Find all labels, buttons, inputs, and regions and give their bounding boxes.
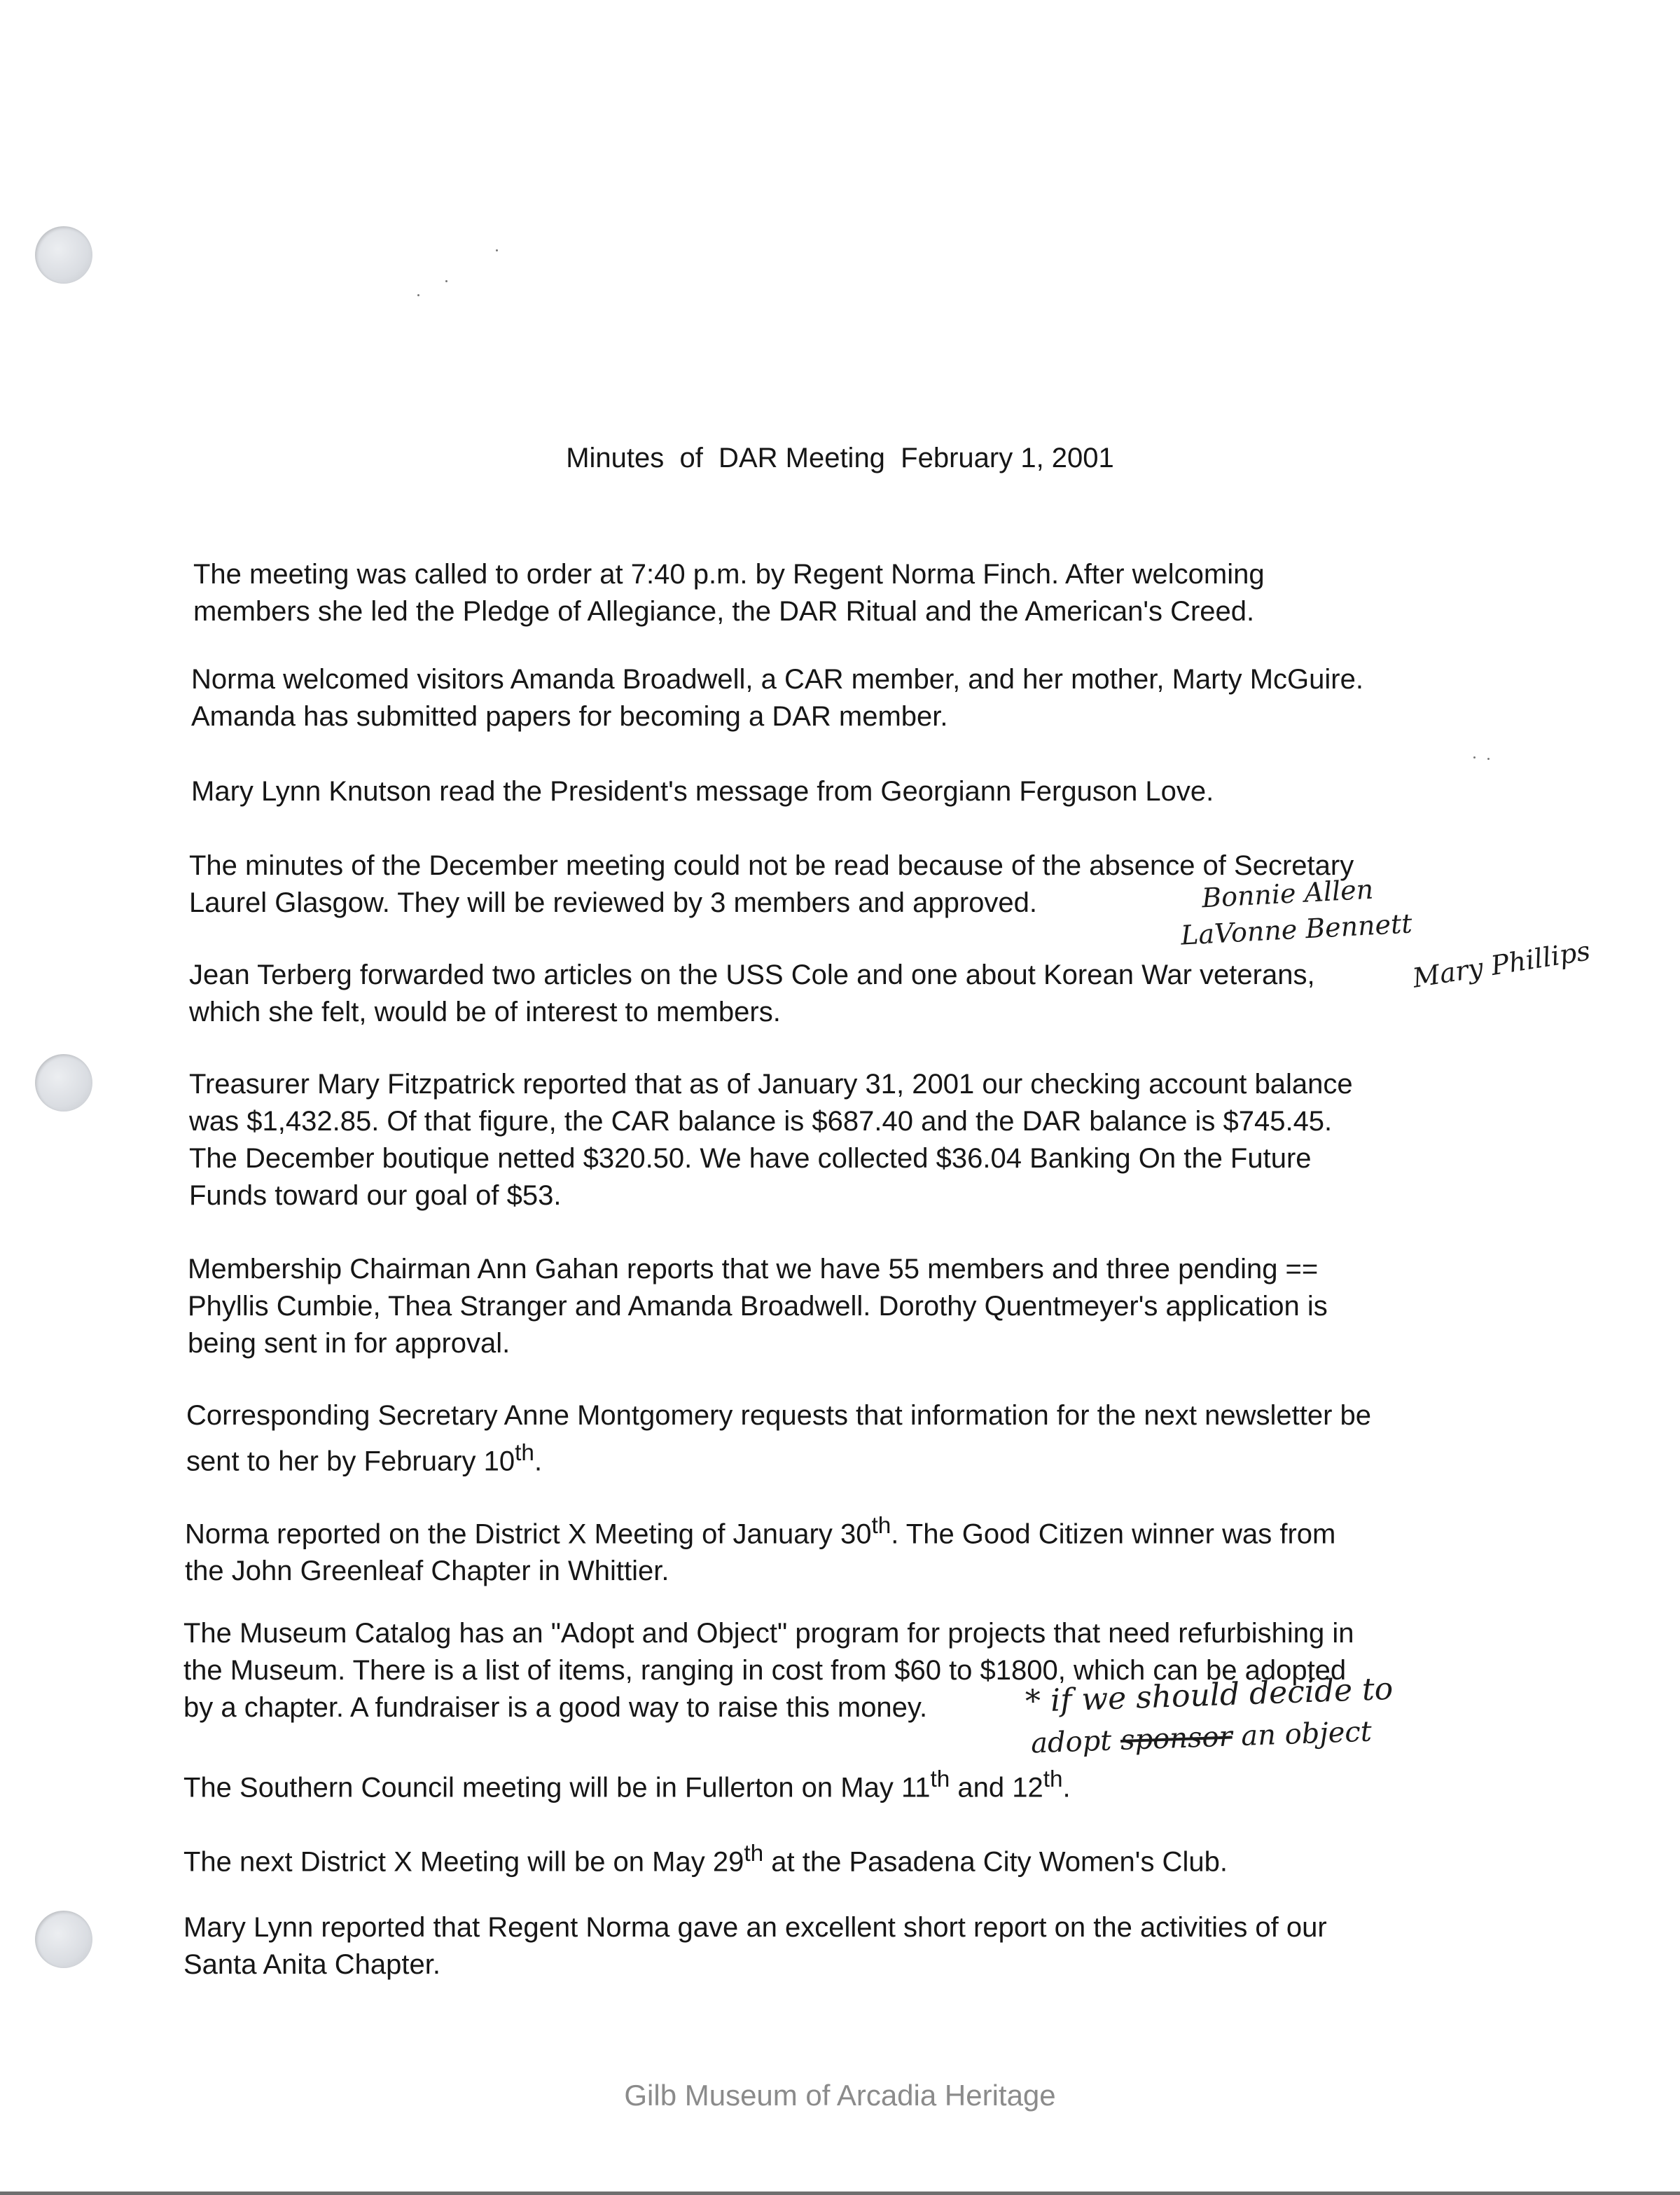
paragraph-president-message: Mary Lynn Knutson read the President's message from Georgiann Ferguson Love. <box>191 776 1214 807</box>
paragraph-next-meeting: The next District X Meeting will be on May 29th at the Pasadena City Women's Club. <box>183 1841 1228 1878</box>
paragraph-museum-catalog: The Museum Catalog has an "Adopt and Object" program for projects that need refurbishing in the Museum. There is a list of items, ranging in cost from $60 to $1800, which can be adopted by a chapter. A fundraiser is a good way to raise this money. <box>183 1618 1354 1723</box>
handwritten-reviewer-3: Mary Phillips <box>1410 935 1592 994</box>
scan-speck <box>1473 756 1476 759</box>
paragraph-southern-council: The Southern Council meeting will be in Fullerton on May 11th and 12th. <box>183 1766 1071 1803</box>
handwritten-insertion-line-2: adopt sponsor an object <box>1030 1715 1373 1760</box>
paragraph-minutes: The minutes of the December meeting could not be read because of the absence of Secretary Laurel Glasgow. They will be reviewed by 3 members and approved. <box>189 850 1354 918</box>
paragraph-articles: Jean Terberg forwarded two articles on the USS Cole and one about Korean War veterans, which she felt, would be of interest to members. <box>189 960 1315 1027</box>
scan-bottom-edge <box>0 2191 1680 2195</box>
punch-hole-top <box>35 226 92 284</box>
punch-hole-middle <box>35 1054 92 1112</box>
scan-speck <box>496 249 498 251</box>
paragraph-district-meeting: Norma reported on the District X Meeting of January 30th. The Good Citizen winner was from the John Greenleaf Chapter in Whittier. <box>185 1513 1336 1587</box>
footer-watermark: Gilb Museum of Arcadia Heritage <box>624 2079 1056 2112</box>
paragraph-chapter-report: Mary Lynn reported that Regent Norma gave an excellent short report on the activities of our Santa Anita Chapter. <box>183 1912 1327 1980</box>
struck-word: sponsor <box>1120 1720 1233 1757</box>
handwritten-reviewer-2: LaVonne Bennett <box>1180 908 1413 951</box>
punch-hole-bottom <box>35 1911 92 1968</box>
handwritten-insertion-line-1: * if we should decide to <box>1025 1670 1394 1720</box>
paragraph-treasurer: Treasurer Mary Fitzpatrick reported that as of January 31, 2001 our checking account balance was $1,432.85. Of that figure, the CAR balance is $687.40 and the DAR balance is $745.45. The December boutique netted $320.50. We have collected $36.04 Banking On the Future Funds toward our goal of $53. <box>189 1069 1353 1211</box>
page-title: Minutes of DAR Meeting February 1, 2001 <box>566 443 1114 473</box>
paragraph-visitors: Norma welcomed visitors Amanda Broadwell, a CAR member, and her mother, Marty McGuire. Amanda has submitted papers for becoming a DAR member. <box>191 664 1363 732</box>
scan-speck <box>1487 758 1490 760</box>
paragraph-call-to-order: The meeting was called to order at 7:40 p.m. by Regent Norma Finch. After welcoming members she led the Pledge of Allegiance, the DAR Ritual and the American's Creed. <box>193 559 1265 627</box>
scan-speck <box>445 280 447 282</box>
scan-speck <box>417 294 419 296</box>
handwritten-reviewer-1: Bonnie Allen <box>1201 873 1375 914</box>
paragraph-newsletter: Corresponding Secretary Anne Montgomery requests that information for the next newsletter be sent to her by February 10th. <box>186 1400 1372 1477</box>
paragraph-membership: Membership Chairman Ann Gahan reports that we have 55 members and three pending == Phyllis Cumbie, Thea Stranger and Amanda Broadwell. Dorothy Quentmeyer's application is being sent in for approval. <box>188 1254 1328 1359</box>
